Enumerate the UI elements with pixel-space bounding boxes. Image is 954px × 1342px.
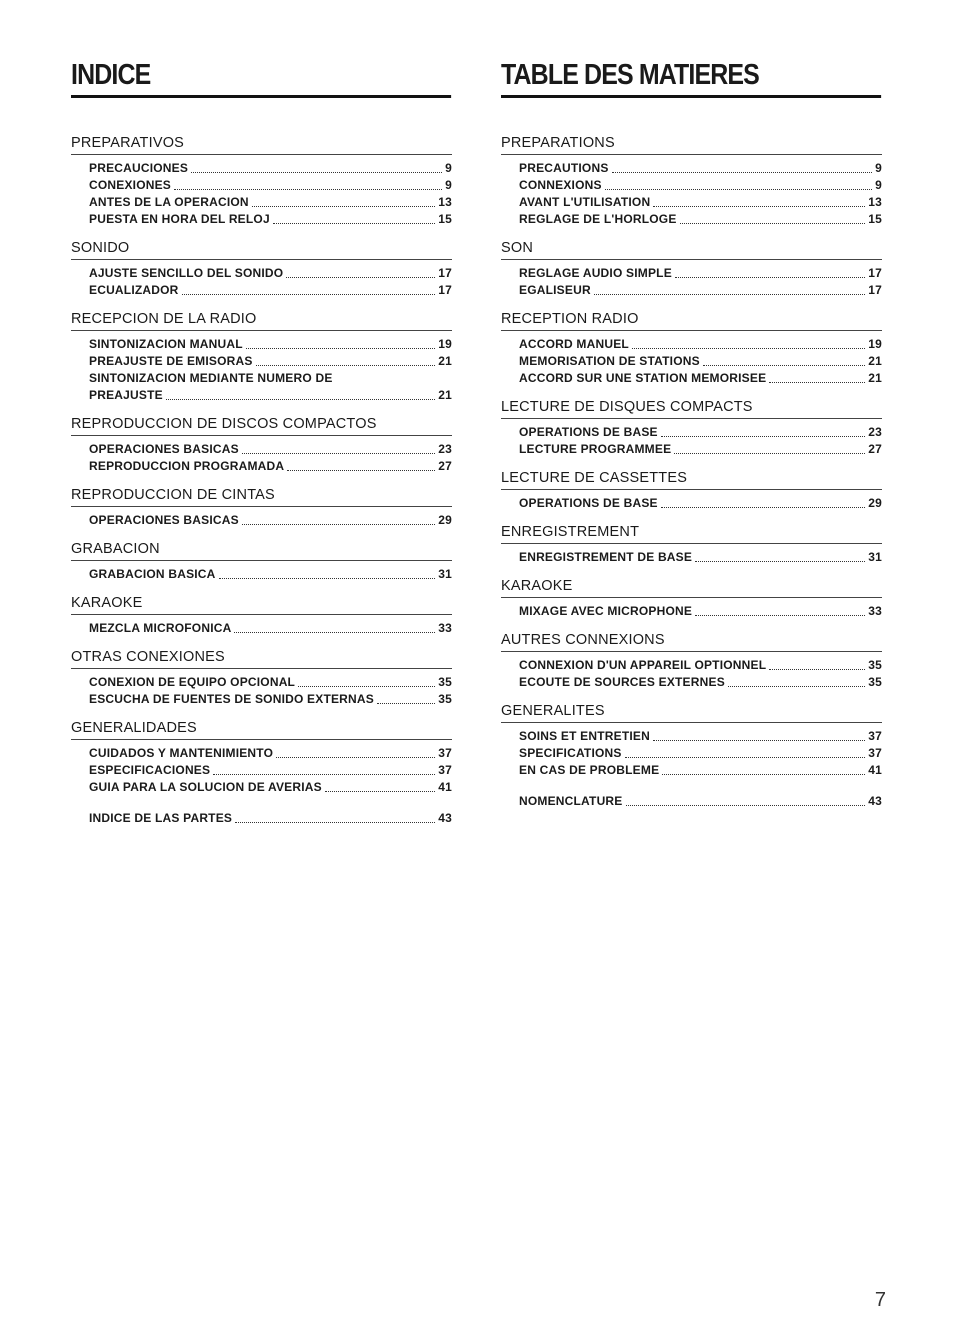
dot-leader	[661, 436, 866, 437]
toc-entry-page: 15	[438, 212, 452, 226]
toc-entry-page: 41	[438, 780, 452, 794]
toc-entry	[89, 810, 452, 827]
toc-entry-label: MEMORISATION DE STATIONS	[519, 354, 700, 368]
toc-entry	[519, 160, 882, 177]
toc-entry	[89, 779, 452, 796]
toc-entry	[519, 745, 882, 762]
toc-entry	[89, 387, 452, 404]
toc-entry-page: 17	[868, 266, 882, 280]
dot-leader	[242, 453, 435, 454]
dot-leader	[286, 277, 435, 278]
dot-leader	[680, 223, 866, 224]
toc-entry-label: SINTONIZACION MEDIANTE NUMERO DE	[89, 371, 333, 385]
toc-entry	[89, 620, 452, 637]
toc-entry-page: 9	[445, 161, 452, 175]
toc-entry-page: 27	[438, 459, 452, 473]
toc-entry-page: 33	[868, 604, 882, 618]
column-title: INDICE	[71, 58, 451, 98]
toc-entry-label: NOMENCLATURE	[519, 794, 623, 808]
spacer	[501, 779, 882, 793]
toc-entry-label: ACCORD SUR UNE STATION MEMORISEE	[519, 371, 767, 385]
section-heading: GENERALIDADES	[71, 720, 452, 740]
toc-entry	[89, 353, 452, 370]
toc-entry-page: 9	[875, 161, 882, 175]
toc-entry-page: 19	[438, 337, 452, 351]
index-column-spanish	[71, 58, 452, 839]
section-list	[71, 135, 452, 827]
dot-leader	[674, 453, 865, 454]
toc-entry-label: ACCORD MANUEL	[519, 337, 629, 351]
toc-entry-page: 41	[868, 763, 882, 777]
toc-entry-page: 15	[868, 212, 882, 226]
toc-entry-label: OPERATIONS DE BASE	[519, 425, 658, 439]
toc-entry-label: PREAJUSTE	[89, 388, 163, 402]
toc-section	[71, 311, 452, 404]
toc-section	[71, 240, 452, 299]
dot-leader	[625, 757, 866, 758]
toc-entry	[89, 441, 452, 458]
toc-entry	[519, 211, 882, 228]
section-heading: KARAOKE	[71, 595, 452, 615]
toc-entry-page: 37	[868, 746, 882, 760]
toc-section	[501, 632, 882, 691]
toc-entry	[519, 762, 882, 779]
dot-leader	[594, 294, 865, 295]
toc-section	[71, 135, 452, 228]
toc-entry-label: CONNEXIONS	[519, 178, 602, 192]
section-heading: LECTURE DE CASSETTES	[501, 470, 882, 490]
toc-entry-label: SINTONIZACION MANUAL	[89, 337, 243, 351]
dot-leader	[612, 172, 873, 173]
toc-entry-page: 13	[438, 195, 452, 209]
toc-entry-page: 23	[868, 425, 882, 439]
toc-entry-label: PUESTA EN HORA DEL RELOJ	[89, 212, 270, 226]
toc-entry-page: 37	[438, 763, 452, 777]
toc-entry-page: 31	[438, 567, 452, 581]
toc-entry-label: GRABACION BASICA	[89, 567, 216, 581]
toc-entry-label: OPERACIONES BASICAS	[89, 513, 239, 527]
toc-entry	[89, 512, 452, 529]
toc-entry-label: LECTURE PROGRAMMEE	[519, 442, 672, 456]
toc-entry-page: 21	[868, 371, 882, 385]
toc-entry-page: 9	[875, 178, 882, 192]
section-heading: PREPARATIVOS	[71, 135, 452, 155]
dot-leader	[377, 703, 435, 704]
toc-entry	[519, 793, 882, 810]
column-title: TABLE DES MATIERES	[501, 58, 881, 98]
section-heading: GRABACION	[71, 541, 452, 561]
page-number: 7	[874, 1289, 886, 1311]
toc-section	[501, 311, 882, 387]
dot-leader	[769, 669, 865, 670]
toc-entry	[519, 282, 882, 299]
toc-entry-page: 37	[438, 746, 452, 760]
toc-entry-page: 35	[868, 675, 882, 689]
section-heading: RECEPTION RADIO	[501, 311, 882, 331]
toc-entry	[89, 282, 452, 299]
toc-entry-page: 43	[438, 811, 452, 825]
dot-leader	[703, 365, 865, 366]
toc-entry-label: MEZCLA MICROFONICA	[89, 621, 232, 635]
section-heading: RECEPCION DE LA RADIO	[71, 311, 452, 331]
toc-entry-page: 21	[438, 388, 452, 402]
toc-entry-page: 35	[438, 692, 452, 706]
toc-entry	[89, 674, 452, 691]
toc-entry	[89, 336, 452, 353]
toc-entry-label: CONNEXION D'UN APPAREIL OPTIONNEL	[519, 658, 767, 672]
dot-leader	[287, 470, 435, 471]
toc-entry	[519, 424, 882, 441]
section-heading: REPRODUCCION DE CINTAS	[71, 487, 452, 507]
toc-section	[501, 135, 882, 228]
toc-entry	[519, 549, 882, 566]
dot-leader	[653, 740, 865, 741]
section-heading: PREPARATIONS	[501, 135, 882, 155]
toc-entry-label: SOINS ET ENTRETIEN	[519, 729, 650, 743]
dot-leader	[213, 774, 435, 775]
toc-section	[71, 541, 452, 583]
toc-entry	[89, 177, 452, 194]
toc-section	[71, 487, 452, 529]
dot-leader	[769, 382, 865, 383]
toc-entry-page: 43	[868, 794, 882, 808]
dot-leader	[675, 277, 865, 278]
toc-entry-page: 21	[438, 354, 452, 368]
toc-entry-label: INDICE DE LAS PARTES	[89, 811, 233, 825]
toc-section	[501, 240, 882, 299]
section-heading: AUTRES CONNEXIONS	[501, 632, 882, 652]
toc-section	[501, 524, 882, 566]
toc-entry	[519, 657, 882, 674]
section-heading: REPRODUCCION DE DISCOS COMPACTOS	[71, 416, 452, 436]
dot-leader	[626, 805, 866, 806]
toc-section	[71, 649, 452, 708]
toc-entry-page: 17	[438, 283, 452, 297]
dot-leader	[256, 365, 436, 366]
toc-entry-label: CONEXION DE EQUIPO OPCIONAL	[89, 675, 296, 689]
toc-entry-label: ESCUCHA DE FUENTES DE SONIDO EXTERNAS	[89, 692, 374, 706]
toc-entry	[519, 495, 882, 512]
toc-entry-label: CUIDADOS Y MANTENIMIENTO	[89, 746, 274, 760]
section-heading: OTRAS CONEXIONES	[71, 649, 452, 669]
spacer	[71, 796, 452, 810]
toc-entry-label: ECUALIZADOR	[89, 283, 179, 297]
toc-entry	[89, 762, 452, 779]
dot-leader	[653, 206, 865, 207]
toc-section	[501, 703, 882, 810]
toc-entry-label: AVANT L'UTILISATION	[519, 195, 651, 209]
toc-entry	[89, 745, 452, 762]
toc-section	[501, 470, 882, 512]
section-heading: SONIDO	[71, 240, 452, 260]
toc-entry	[89, 265, 452, 282]
dot-leader	[695, 561, 865, 562]
dot-leader	[252, 206, 435, 207]
toc-entry-label: ANTES DE LA OPERACION	[89, 195, 249, 209]
toc-entry-page: 33	[438, 621, 452, 635]
toc-entry-page: 29	[868, 496, 882, 510]
toc-entry	[519, 336, 882, 353]
toc-section	[71, 416, 452, 475]
section-list	[501, 135, 882, 810]
toc-entry	[519, 353, 882, 370]
toc-entry-page: 27	[868, 442, 882, 456]
toc-entry-page: 21	[868, 354, 882, 368]
dot-leader	[246, 348, 435, 349]
toc-entry-label: ESPECIFICACIONES	[89, 763, 211, 777]
toc-entry-label: REPRODUCCION PROGRAMADA	[89, 459, 285, 473]
toc-entry-label: PRECAUTIONS	[519, 161, 609, 175]
toc-entry-label: SPECIFICATIONS	[519, 746, 622, 760]
toc-entry-label: MIXAGE AVEC MICROPHONE	[519, 604, 693, 618]
toc-entry-page: 13	[868, 195, 882, 209]
toc-entry	[89, 211, 452, 228]
toc-entry-page: 37	[868, 729, 882, 743]
toc-entry-label: REGLAGE DE L'HORLOGE	[519, 212, 677, 226]
dot-leader	[174, 189, 442, 190]
toc-entry-label: EGALISEUR	[519, 283, 591, 297]
toc-entry-label: ECOUTE DE SOURCES EXTERNES	[519, 675, 725, 689]
toc-entry-label: ENREGISTREMENT DE BASE	[519, 550, 693, 564]
toc-entry	[519, 194, 882, 211]
toc-entry	[89, 458, 452, 475]
dot-leader	[298, 686, 435, 687]
dot-leader	[605, 189, 872, 190]
toc-entry-page: 29	[438, 513, 452, 527]
dot-leader	[695, 615, 865, 616]
toc-section	[501, 399, 882, 458]
dot-leader	[234, 632, 435, 633]
toc-entry-page: 17	[868, 283, 882, 297]
toc-entry-label: EN CAS DE PROBLEME	[519, 763, 660, 777]
toc-entry	[519, 674, 882, 691]
dot-leader	[661, 507, 866, 508]
dot-leader	[276, 757, 435, 758]
section-heading: LECTURE DE DISQUES COMPACTS	[501, 399, 882, 419]
section-heading: GENERALITES	[501, 703, 882, 723]
dot-leader	[166, 399, 435, 400]
toc-entry-label: OPERATIONS DE BASE	[519, 496, 658, 510]
toc-entry-page: 9	[445, 178, 452, 192]
dot-leader	[191, 172, 442, 173]
index-column-french	[501, 58, 882, 822]
toc-section	[501, 578, 882, 620]
toc-entry-label: GUIA PARA LA SOLUCION DE AVERIAS	[89, 780, 322, 794]
dot-leader	[219, 578, 436, 579]
toc-entry	[89, 691, 452, 708]
toc-entry-label: PRECAUCIONES	[89, 161, 189, 175]
section-heading: KARAOKE	[501, 578, 882, 598]
toc-entry	[519, 728, 882, 745]
dot-leader	[325, 791, 435, 792]
dot-leader	[632, 348, 865, 349]
toc-entry-label: OPERACIONES BASICAS	[89, 442, 239, 456]
toc-section	[71, 595, 452, 637]
toc-entry	[89, 194, 452, 211]
toc-entry	[89, 566, 452, 583]
toc-section	[71, 720, 452, 827]
toc-entry-label: CONEXIONES	[89, 178, 172, 192]
toc-entry	[519, 265, 882, 282]
toc-entry-page: 35	[438, 675, 452, 689]
toc-entry-page: 17	[438, 266, 452, 280]
dot-leader	[662, 774, 865, 775]
toc-entry	[89, 160, 452, 177]
dot-leader	[273, 223, 435, 224]
toc-entry	[519, 177, 882, 194]
toc-entry-page: 23	[438, 442, 452, 456]
section-heading: SON	[501, 240, 882, 260]
dot-leader	[728, 686, 865, 687]
toc-entry	[519, 441, 882, 458]
section-heading: ENREGISTREMENT	[501, 524, 882, 544]
toc-entry	[519, 603, 882, 620]
toc-entry-label: PREAJUSTE DE EMISORAS	[89, 354, 253, 368]
toc-entry-page: 31	[868, 550, 882, 564]
dot-leader	[242, 524, 435, 525]
toc-entry-page: 19	[868, 337, 882, 351]
toc-entry-page: 35	[868, 658, 882, 672]
dot-leader	[182, 294, 436, 295]
toc-entry-label: AJUSTE SENCILLO DEL SONIDO	[89, 266, 284, 280]
toc-entry	[519, 370, 882, 387]
dot-leader	[235, 822, 435, 823]
toc-entry-label: REGLAGE AUDIO SIMPLE	[519, 266, 672, 280]
